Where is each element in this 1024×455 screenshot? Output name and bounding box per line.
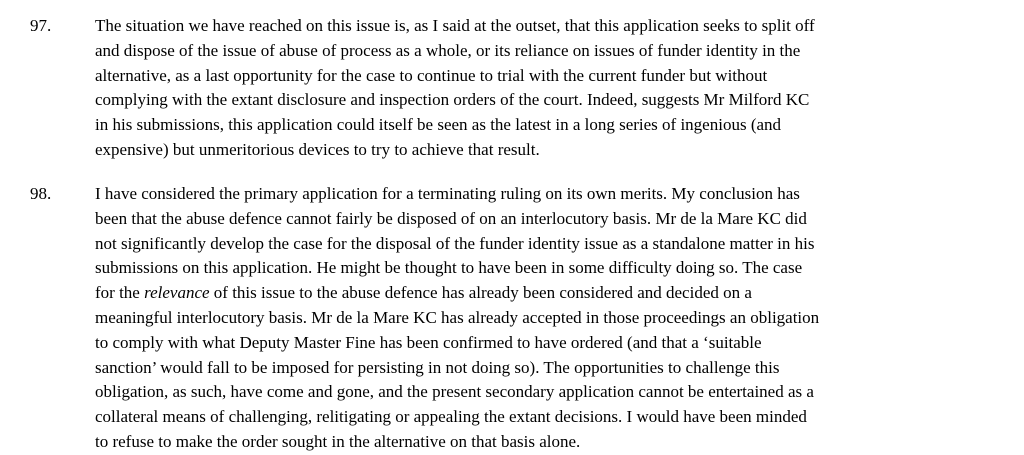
text-line: in his submissions, this application could itself be seen as the latest in a long series of ingenious (and — [95, 115, 782, 135]
text-line: expensive) but unmeritorious devices to try to achieve that result. — [95, 139, 540, 159]
text-line-with-emphasis — [95, 281, 1000, 306]
text-line: complying with the extant disclosure and inspection orders of the court. Indeed, suggests Mr Milford KC — [95, 90, 810, 110]
text-line: and dispose of the issue of abuse of process as a whole, or its reliance on issues of funder identity in the — [95, 40, 801, 60]
text-line: collateral means of challenging, relitigating or appealing the extant decisions. I would have been minded — [95, 407, 807, 427]
text-line: submissions on this application. He might be thought to have been in some difficulty doing so. The case — [95, 258, 803, 278]
text-line: alternative, as a last opportunity for the case to continue to trial with the current funder but without — [95, 65, 768, 85]
text-line: to comply with what Deputy Master Fine has been confirmed to have ordered (and that a ‘suitable — [95, 332, 762, 352]
text-line: been that the abuse defence cannot fairly be disposed of on an interlocutory basis. Mr de la Mare KC did — [95, 208, 807, 228]
text-line: not significantly develop the case for the disposal of the funder identity issue as a standalone matter in his — [95, 233, 815, 253]
text-segment: of this issue to the abuse defence has already been considered and decided on a — [209, 283, 752, 303]
paragraph-body — [95, 182, 1000, 455]
text-line: to refuse to make the order sought in the alternative on that basis alone. — [95, 431, 581, 451]
text-segment: for the — [95, 283, 145, 303]
text-line: meaningful interlocutory basis. Mr de la Mare KC has already accepted in those proceedings an obligation — [95, 307, 820, 327]
paragraph-number: 97. — [30, 16, 52, 35]
paragraph-number: 98. — [30, 184, 52, 203]
text-line: sanction’ would fall to be imposed for persisting in not doing so). The opportunities to challenge this — [95, 357, 780, 377]
paragraph-body — [95, 14, 1000, 163]
text-line: obligation, as such, have come and gone, and the present secondary application cannot be entertained as a — [95, 382, 814, 402]
emphasis-relevance: relevance — [144, 283, 210, 303]
text-line: The situation we have reached on this issue is, as I said at the outset, that this application seeks to split off — [95, 16, 815, 35]
text-line: I have considered the primary application for a terminating ruling on its own merits. My conclusion has — [95, 184, 800, 203]
